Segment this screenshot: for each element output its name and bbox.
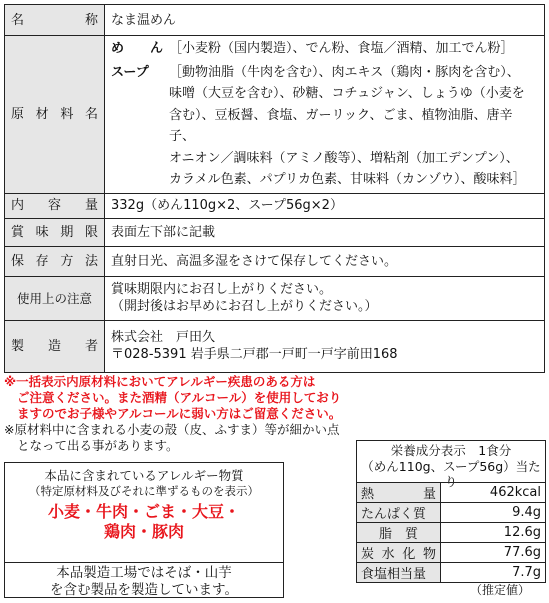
nutrition-table <box>356 482 546 583</box>
usage-cell <box>105 276 545 320</box>
nutrient-name-char: 化 <box>402 547 416 562</box>
product-name: なま温めん <box>105 5 545 36</box>
allergy-warning-line-3: ますのでお子様やアルコールに弱い方はご留意ください。 <box>17 406 342 421</box>
nutrient-name-char: 熱 <box>361 487 375 502</box>
header-ingredients-char-4: 名 <box>84 106 98 122</box>
nutrient-name: たんぱく質 <box>357 503 441 523</box>
allergy-warning <box>4 374 424 422</box>
factory-notice <box>5 563 283 599</box>
bran-note-line-2: となって出る事があります。 <box>17 438 179 453</box>
row-maker <box>5 320 545 372</box>
maker-cell <box>105 320 545 372</box>
header-content-char-2: 容 <box>47 198 61 213</box>
nutrient-name-char: 物 <box>422 547 436 562</box>
best-before-value: 表面左下部に記載 <box>105 218 545 246</box>
row-ingredients <box>5 36 545 194</box>
nutrition-row-salt <box>357 563 546 583</box>
nutrient-name-char: 量 <box>422 487 436 502</box>
nutrition-header <box>356 440 546 489</box>
allergen-list-section <box>5 463 283 563</box>
nutrient-value: 462kcal <box>441 483 546 503</box>
men-key <box>111 38 169 60</box>
nutrient-name-char: 炭 <box>361 547 375 562</box>
nutrient-value: 7.7g <box>441 563 546 583</box>
header-storage-char-3: 方 <box>60 253 74 269</box>
header-storage-char-1: 保 <box>11 253 25 269</box>
maker-address: 〒028-5391 岩手県二戸郡一戸町一戸字前田168 <box>111 347 398 362</box>
men-key-char-1: め <box>111 41 125 56</box>
header-maker-char-3: 者 <box>84 338 98 354</box>
row-storage <box>5 246 545 276</box>
header-name <box>5 5 105 36</box>
nutrient-name-char: 質 <box>404 527 418 542</box>
header-usage-text: 使用上の注意 <box>16 290 92 306</box>
allergy-warning-line-2: ご注意ください。また酒精（アルコール）を使用しており <box>17 390 342 405</box>
header-ingredients-char-1: 原 <box>11 106 25 122</box>
men-ingredients: ［小麦粉（国内製造）、でん粉、食塩／酒精、加工でん粉］ <box>169 41 514 56</box>
usage-line-2: （開封後はお早めにお召し上がりください。） <box>111 299 378 314</box>
header-best-before <box>5 218 105 246</box>
header-maker <box>5 320 105 372</box>
estimate-note: （推定値） <box>470 583 531 597</box>
storage-value: 直射日光、高温多湿をさけて保存してください。 <box>105 246 545 276</box>
allergen-box <box>4 462 284 598</box>
content-amount: 332g（めん110g×2、スープ56g×2） <box>105 193 545 218</box>
header-ingredients <box>5 36 105 194</box>
soup-line-3: 含む）、豆板醤、食塩、ガーリック、ごま、植物油脂、唐辛子、 <box>169 107 513 144</box>
nutrient-name-char: 脂 <box>379 527 393 542</box>
nutrient-value: 12.6g <box>441 523 546 543</box>
nutrient-value: 77.6g <box>441 543 546 563</box>
nutrition-row-protein <box>357 503 546 523</box>
header-content-char-1: 内 <box>11 198 25 213</box>
nutrition-subtitle: （めん110g、スープ56g）当たり <box>361 458 541 489</box>
header-name-char-1: 名 <box>11 12 25 28</box>
header-content <box>5 193 105 218</box>
header-storage <box>5 246 105 276</box>
row-usage <box>5 276 545 320</box>
maker-company: 株式会社 戸田久 <box>111 330 216 345</box>
soup-line-2: 味噌（大豆を含む）、砂糖、コチュジャン、しょうゆ（小麦を <box>169 86 525 101</box>
row-best-before <box>5 218 545 246</box>
allergen-items-line-1: 小麦・牛肉・ごま・大豆・ <box>47 502 240 521</box>
header-content-char-3: 量 <box>84 198 98 213</box>
header-best-before-char-2: 味 <box>35 224 49 240</box>
header-maker-char-1: 製 <box>11 338 25 354</box>
men-key-char-2: ん <box>149 41 163 56</box>
food-label-table <box>4 4 545 373</box>
row-name <box>5 5 545 36</box>
header-best-before-char-1: 賞 <box>11 224 25 240</box>
row-content <box>5 193 545 218</box>
usage-line-1: 賞味期限内にお召し上がりください。 <box>111 282 333 297</box>
header-storage-char-4: 法 <box>84 253 98 269</box>
nutrient-name <box>357 523 441 543</box>
nutrition-row-energy <box>357 483 546 503</box>
nutrient-name <box>357 483 441 503</box>
bran-note-line-1: ※原材料中に含まれる小麦の殻（皮、ふすま）等が細かい点 <box>4 422 340 437</box>
nutrition-row-fat <box>357 523 546 543</box>
factory-notice-line-2: を含む製品を製造しています。 <box>50 582 238 598</box>
header-best-before-char-4: 限 <box>84 224 98 240</box>
header-maker-char-2: 造 <box>47 338 61 354</box>
nutrition-title: 栄養成分表示 1食分 <box>390 443 512 458</box>
nutrient-value: 9.4g <box>441 503 546 523</box>
soup-ingredients <box>169 62 538 191</box>
soup-line-4: オニオン／調味料（アミノ酸等）、増粘剤（加工デンプン）、 <box>169 150 519 166</box>
header-usage <box>5 276 105 320</box>
header-best-before-char-3: 期 <box>60 224 74 240</box>
soup-line-5: カラメル色素、パプリカ色素、甘味料（カンゾウ）、酸味料］ <box>169 172 526 187</box>
nutrition-row-carbohydrate <box>357 543 546 563</box>
nutrient-name-char: 水 <box>381 547 395 562</box>
allergen-subheading: （特定原材料及びそれに準ずるものを表示） <box>29 484 259 498</box>
allergen-heading: 本品に含まれているアレルギー物質 <box>44 468 244 483</box>
header-ingredients-char-3: 料 <box>60 106 74 122</box>
factory-notice-line-1: 本品製造工場ではそば・山芋 <box>56 565 232 581</box>
ingredients-cell <box>105 36 545 194</box>
soup-key: スープ <box>111 64 149 80</box>
header-ingredients-char-2: 材 <box>35 106 49 122</box>
allergen-items-line-2: 鶏肉・豚肉 <box>103 522 184 541</box>
nutrient-name <box>357 543 441 563</box>
soup-line-1: ［動物油脂（牛肉を含む）、肉エキス（鶏肉・豚肉を含む）、 <box>169 64 520 80</box>
header-name-char-2: 称 <box>84 12 98 28</box>
nutrient-name: 食塩相当量 <box>357 563 441 583</box>
allergy-warning-line-1: ※一括表示内原材料においてアレルギー疾患のある方は <box>4 374 316 389</box>
header-storage-char-2: 存 <box>35 253 49 269</box>
